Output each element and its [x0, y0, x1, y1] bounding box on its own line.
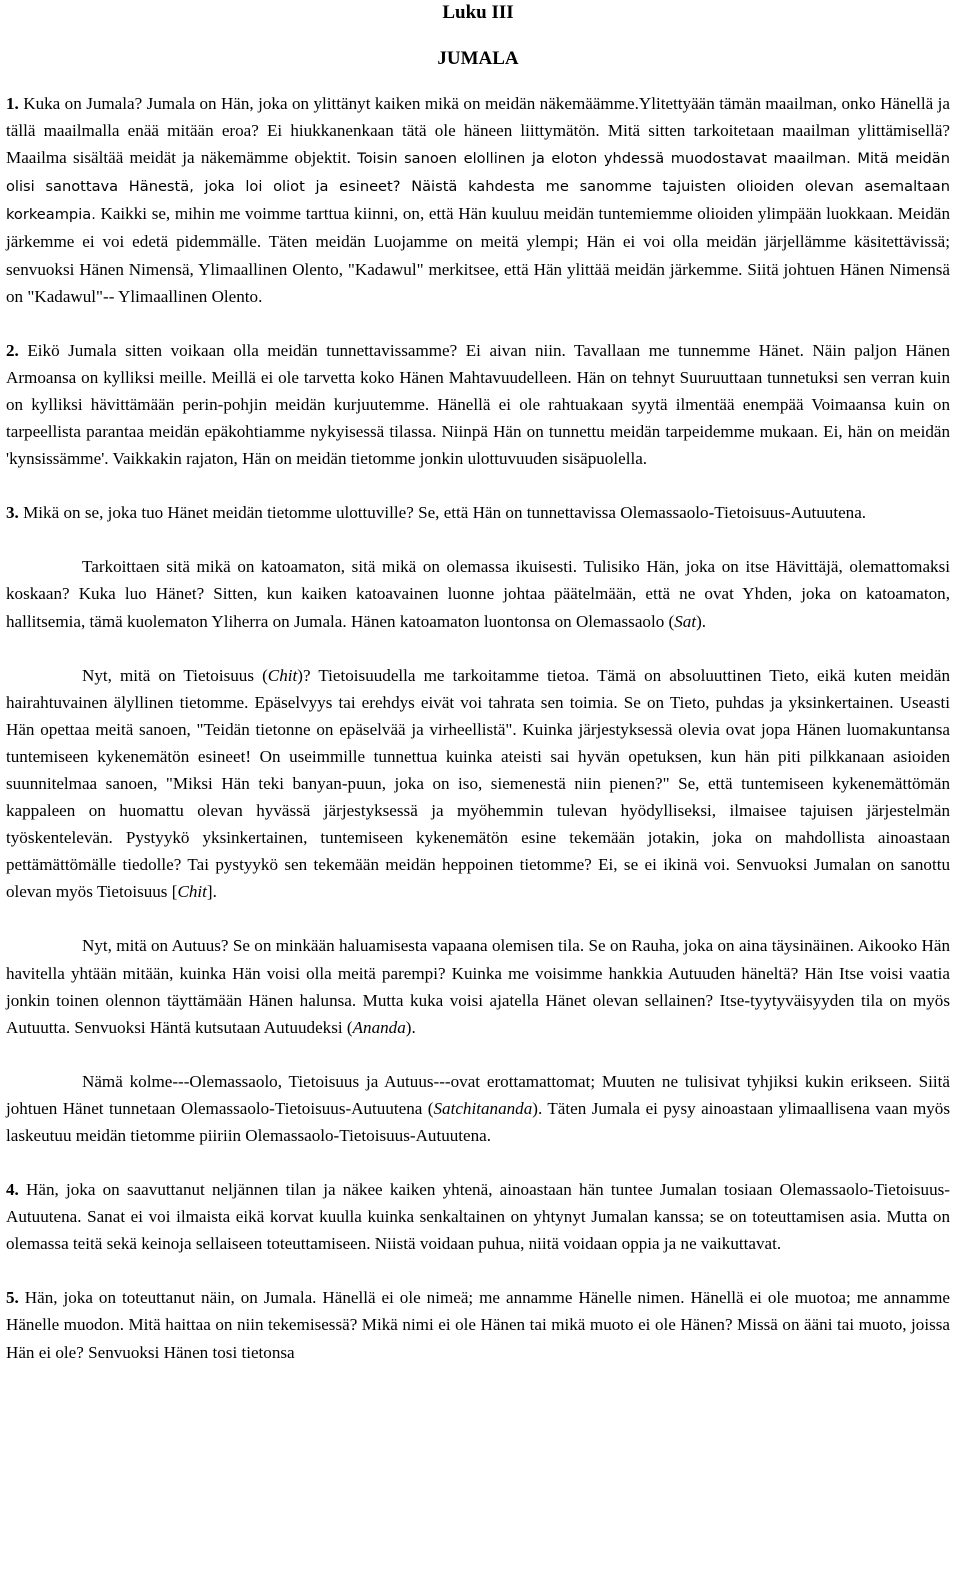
paragraph-text: Tarkoittaen sitä mikä on katoamaton, sitä mikä on olemassa ikuisesti. Tulisiko Hän, joka on itse Hävittäjä, olemattomaksi koskaan? Kuka luo Hänet? Sitten, kun kaiken katoavainen luonne johtaa päätelmään, että ne ovat Yhden, joka on katoamaton, hallitsemia, tämä kuolematon Yliherra on Jumala. Hänen katoamaton luontonsa on Olemassaolo (: [6, 557, 950, 631]
section-text: Kaikki se, mihin me voimme tarttua kiinni, on, että Hän kuuluu meidän tuntemiemme olioiden ylimpään luokkaan. Meidän järkemme ei voi edetä pidemmälle. Täten meidän Luojamme on meitä ylempi; Hän ei voi olla meidän järjellämme käsitettävissä; senvuoksi Hänen Nimensä, Ylimaallinen Olento, "Kadawul" merkitsee, että Hän ylittää meidän järkemme. Siitä johtuen Hänen Nimensä on "Kadawul"-- Ylimaallinen Olento.: [6, 204, 950, 306]
section-number: 2.: [6, 340, 19, 360]
section-text: Kuka on Jumala? Jumala on Hän, joka on ylittänyt kaiken mikä on meidän näkemäämme.Ylitettyään tämän maailman, onko Hänellä ja tällä maailmalla enää mitään eroa? Ei hiukkanenkaan tätä ole häneen liittymätön. Mitä sitten tarkoitetaan maailman ylittämisellä? Maailma sisältää meidät ja näkemämme objektit.: [6, 94, 950, 168]
chapter-label: Luku III: [442, 2, 514, 23]
section-3: [6, 499, 950, 526]
chapter-title: JUMALA: [437, 48, 519, 69]
paragraph-text: Nämä kolme---Olemassaolo, Tietoisuus ja Autuus---ovat erottamattomat; Muuten ne tulisivat tyhjiksi kukin erikseen. Siitä johtuen Hänet tunnetaan Olemassaolo-Tietoisuus-Autuutena (: [6, 1071, 950, 1118]
section-number: 1.: [6, 94, 19, 113]
section-number: 5.: [6, 1288, 19, 1308]
section-2: [6, 337, 950, 472]
section-text-sans: Toisin sanoen elollinen ja eloton yhdessä muodostavat maailman. Mitä meidän olisi sanottava Hänestä, joka loi oliot ja esineet? Näistä kahdesta me sanomme tajuisten olioiden olevan asemaltaan korkeampia.: [6, 150, 950, 224]
paragraph-satchitananda: [6, 1068, 950, 1149]
paragraph-text: Nyt, mitä on Tietoisuus (: [82, 665, 268, 685]
italic-term: Chit: [177, 882, 207, 902]
italic-term: Sat: [674, 611, 697, 631]
section-5: [6, 1284, 950, 1365]
section-text: Eikö Jumala sitten voikaan olla meidän tunnettavissamme? Ei aivan niin. Tavallaan me tunnemme Hänet. Näin paljon Hänen Armoansa on kylliksi meille. Meillä ei ole tarvetta koko Hänen Mahtavuudelleen. Hän on tehnyt Suuruuttaan tunnetuksi sen verran kuin on kylliksi hävittämään perin-pohjin meidän kurjuutemme. Hänellä ei ole rahtuakaan syytä ilmentää enempää Voimaansa kuin on tarpeellista parantaa meidän epäkohtiamme nykyisessä tilassa. Niinpä Hän on tunnettu meidän tarpeidemme mukaan. Ei, hän on meidän 'kynsissämme'. Vaikkakin rajaton, Hän on meidän tietomme jonkin ulottuvuuden sisäpuolella.: [6, 340, 950, 469]
paragraph-text: Nyt, mitä on Autuus? Se on minkään haluamisesta vapaana olemisen tila. Se on Rauha, joka on aina täysinäinen. Aikooko Hän havitella yhtään mitään, kuinka Hän voisi olla meitä parempi? Kuinka me voisimme hankkia Autuuden häneltä? Hän Itse voisi vaatia jonkin toinen olennon täyttämään Hänen halunsa. Mutta kuka voisi ajatella Hänet olevan sellainen? Itse-tyytyväisyyden tila on myös Autuutta. Senvuoksi Häntä kutsutaan Autuudeksi (: [6, 936, 950, 1037]
paragraph-text: ). Täten Jumala ei pysy ainoastaan ylimaallisena vaan myös laskeutuu meidän tietomme piiriin Olemassaolo-Tietoisuus-Autuutena.: [6, 1098, 950, 1145]
document-page: [6, 0, 950, 1366]
section-number: 3.: [6, 503, 19, 523]
section-text: Hän, joka on saavuttanut neljännen tilan ja näkee kaiken yhtenä, ainoastaan hän tuntee Jumalan tosiaan Olemassaolo-Tietoisuus-Autuutena. Sanat ei voi ilmaista eikä korvat kuulla kuinka senkaltainen on yhtynyt Jumalan kanssa; se on toteuttamisen asia. Mutta on olemassa teitä sekä keinoja sellaiseen toteuttamiseen. Niistä voidaan puhua, niitä voidaan oppia ja ne vaikuttavat.: [6, 1180, 950, 1254]
italic-term: Chit: [267, 665, 298, 685]
section-number: 4.: [6, 1180, 19, 1200]
paragraph-text: ).: [405, 1017, 416, 1037]
section-text: Mikä on se, joka tuo Hänet meidän tietomme ulottuville? Se, että Hän on tunnettavissa Olemassaolo-Tietoisuus-Autuutena.: [18, 503, 867, 523]
paragraph-sat: [6, 553, 950, 634]
paragraph-text: ].: [206, 882, 217, 902]
section-1: [6, 90, 950, 310]
section-4: [6, 1176, 950, 1257]
paragraph-chit: [6, 662, 950, 906]
paragraph-ananda: [6, 932, 950, 1040]
italic-term: Ananda: [352, 1017, 406, 1037]
italic-term: Satchitananda: [433, 1098, 533, 1118]
section-text: Hän, joka on toteuttanut näin, on Jumala. Hänellä ei ole nimeä; me annamme Hänelle nimen. Hänellä ei ole muotoa; me annamme Hänelle muodon. Mitä haittaa on niin tekemisessä? Mikä nimi ei ole Hänen tai mikä muoto ei ole Hänen? Missä on ääni tai muoto, joissa Hän ei ole? Senvuoksi Hänen tosi tietonsa: [6, 1288, 950, 1362]
paragraph-text: ).: [696, 611, 707, 631]
paragraph-text: )? Tietoisuudella me tarkoitamme tietoa. Tämä on absoluuttinen Tieto, eikä kuten meidän hairahtuvainen älyllinen tietomme. Epäselvyys tai erehdys eivät voi tahrata sen toimia. Se on Tieto, puhdas ja yksinkertainen. Useasti Hän opettaa meitä sanoen, "Teidän tietonne on epäselvää ja virheellistä". Kuinka järjestyksessä olevia ovat jopa Hänen luomakuntansa tuntemiseen kykenemätön esineet! On useimmille tunnettua kuinka ateisti sai hyvän opetuksen, kun hän piti pilkkanaan asioiden suunnitelmaa sanoen, "Miksi Hän teki banyan-puun, joka on iso, siemenestä niin pienen?" Se, että tuntemiseen kykenemättömän kappaleen on huomattu olevan hyvässä järjestyksessä ja myöhemmin tulevan hyödylliseksi, ilmaisee tajuisen järjestelmän työskentelevän. Pystyykö yksinkertainen, tuntemiseen kykenemätön esine tekemään jotakin, joka on mahdollista ainoastaan pettämättömälle tiedolle? Tai pystyykö sen tekemään meidän heppoinen tietomme? Ei, se ei ikinä voi. Senvuoksi Jumalan on sanottu olevan myös Tietoisuus [: [6, 665, 950, 902]
